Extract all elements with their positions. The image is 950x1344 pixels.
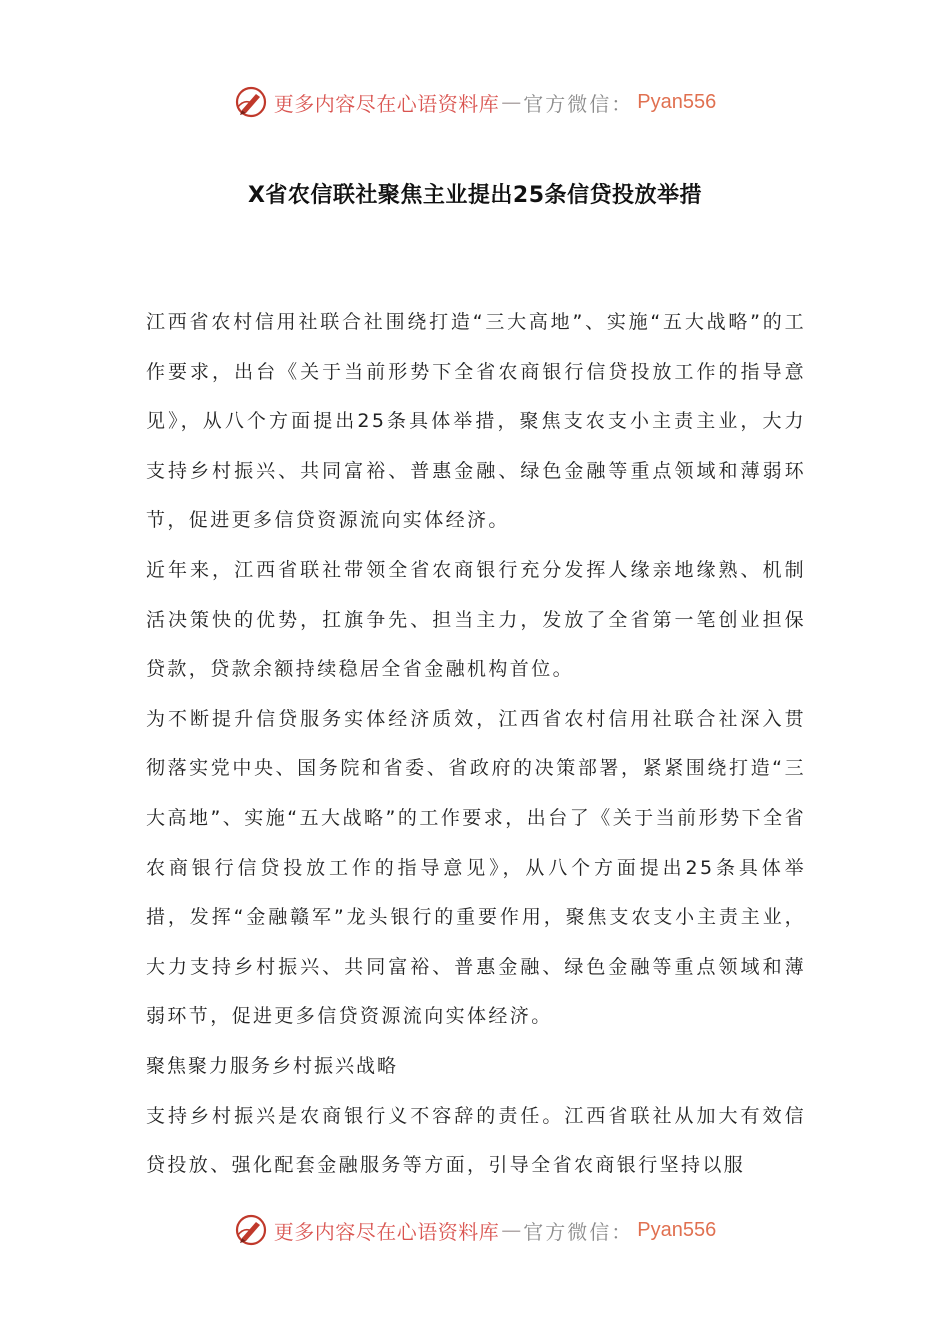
- document-body: [146, 298, 806, 1191]
- watermark-wechat-id: Pyan556: [637, 90, 717, 113]
- footer-watermark: [0, 1210, 950, 1250]
- section-heading: 聚焦聚力服务乡村振兴战略: [146, 1054, 399, 1077]
- watermark-official-label: 官方微信：: [523, 91, 634, 116]
- pen-logo-icon: [234, 1213, 268, 1247]
- watermark-dash: —: [501, 90, 522, 114]
- watermark-dash: —: [501, 1218, 522, 1242]
- watermark-official-label: 官方微信：: [523, 1219, 634, 1244]
- body-paragraph-3: 为不断提升信贷服务实体经济质效，江西省农村信用社联合社深入贯彻落实党中央、国务院和省委、省政府的决策部署，紧紧围绕打造“三大高地”、实施“五大战略”的工作要求，出台了《关于当前形势下全省农商银行信贷投放工作的指导意见》，从八个方面提出25条具体举措，发挥“金融赣军”龙头银行的重要作用，聚焦支农支小主责主业，大力支持乡村振兴、共同富裕、普惠金融、绿色金融等重点领域和薄弱环节，促进更多信贷资源流向实体经济。: [146, 707, 806, 1028]
- header-watermark: [0, 82, 950, 122]
- watermark-text: 更多内容尽在心语资料库: [273, 1219, 500, 1244]
- body-paragraph-2: 近年来，江西省联社带领全省农商银行充分发挥人缘亲地缘熟、机制活决策快的优势，扛旗争先、担当主力，发放了全省第一笔创业担保贷款，贷款余额持续稳居全省金融机构首位。: [146, 558, 806, 681]
- pen-logo-icon: [234, 85, 268, 119]
- document-title: X省农信联社聚焦主业提出25条信贷投放举措: [247, 183, 703, 208]
- watermark-wechat-id: Pyan556: [637, 1218, 717, 1241]
- body-paragraph-1: 江西省农村信用社联合社围绕打造“三大高地”、实施“五大战略”的工作要求，出台《关于当前形势下全省农商银行信贷投放工作的指导意见》，从八个方面提出25条具体举措，聚焦支农支小主责主业，大力支持乡村振兴、共同富裕、普惠金融、绿色金融等重点领域和薄弱环节，促进更多信贷资源流向实体经济。: [146, 311, 806, 532]
- watermark-text: 更多内容尽在心语资料库: [273, 91, 500, 116]
- section-paragraph: 支持乡村振兴是农商银行义不容辞的责任。江西省联社从加大有效信贷投放、强化配套金融服务等方面，引导全省农商银行坚持以服: [146, 1104, 806, 1177]
